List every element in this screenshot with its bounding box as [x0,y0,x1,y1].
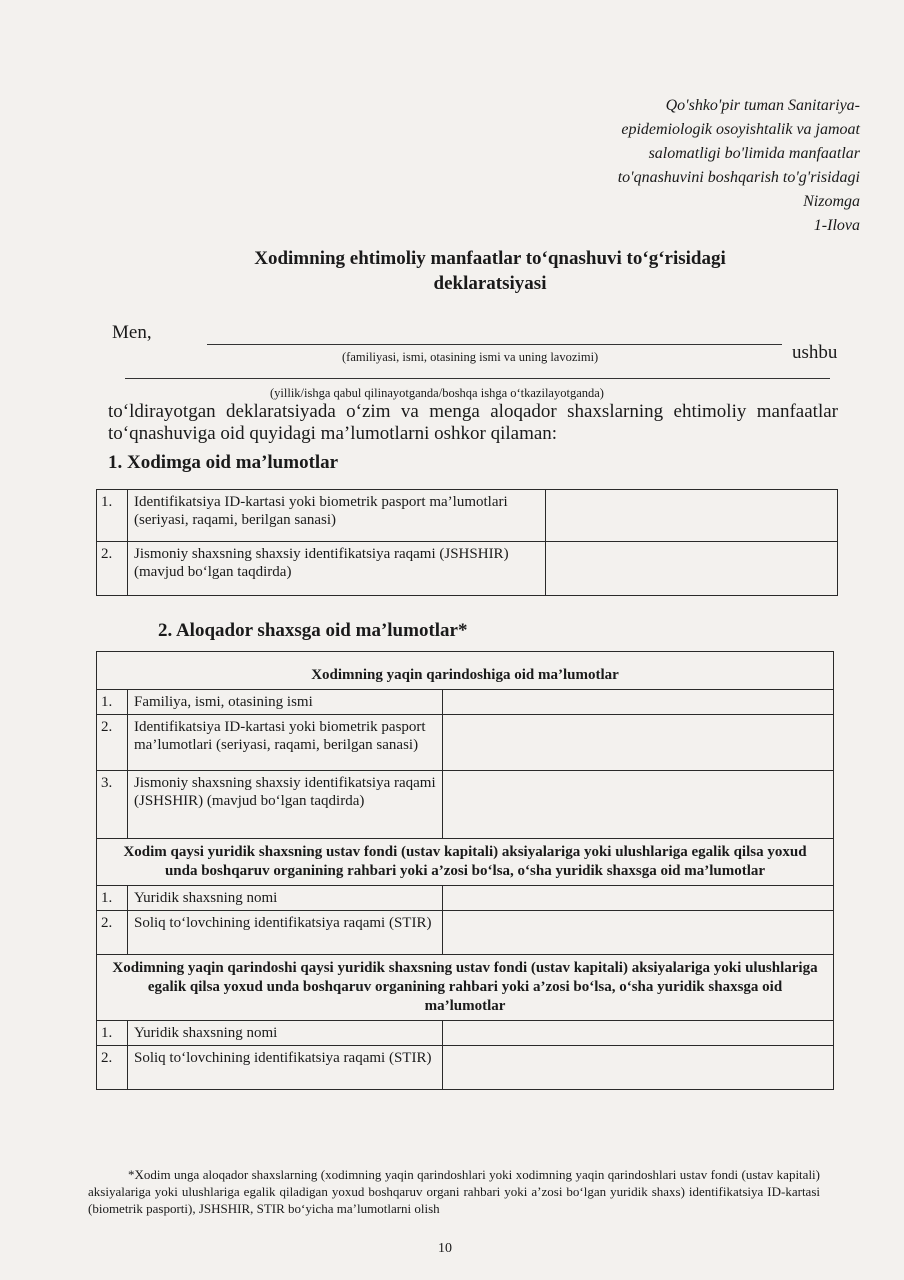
ushbu-word: ushbu [792,342,838,363]
row-label: Identifikatsiya ID-kartasi yoki biometrik pasport ma’lumotlari (seriyasi, raqami, berilgan sanasi) [128,715,443,771]
row-number: 2. [97,715,128,771]
block-header: Xodimning yaqin qarindoshiga oid ma’lumotlar [97,652,834,690]
title-line-2: deklaratsiyasi [433,273,547,294]
table-row [97,690,834,715]
row-label: Familiya, ismi, otasining ismi [128,690,443,715]
row-label: Jismoniy shaxsning shaxsiy identifikatsiya raqami (JSHSHIR) (mavjud bo‘lgan taqdirda) [128,542,546,596]
related-persons-table [96,651,834,1090]
row-number: 2. [97,542,128,596]
declarant-name-caption: (familiyasi, ismi, otasining ismi va uning lavozimi) [342,350,599,364]
row-number: 1. [97,1021,128,1046]
row-label: Yuridik shaxsning nomi [128,886,443,911]
table-row [97,1046,834,1090]
declarant-row [112,322,852,392]
table-row [97,1021,834,1046]
value-cell[interactable] [443,911,834,955]
table-row [97,771,834,839]
table-row [97,490,838,542]
employee-info-table [96,489,838,596]
annex-line: Nizomga [803,193,860,210]
block-header: Xodim qaysi yuridik shaxsning ustav fondi (ustav kapitali) aksiyalariga yoki ulushlariga egalik qilsa yoxud unda boshqaruv organining rahbari yoki a’zosi bo‘lsa, o‘sha yuridik shaxsga oid ma’lumotlar [97,839,834,886]
declaration-type-field[interactable] [125,378,830,379]
row-label: Soliq to‘lovchining identifikatsiya raqami (STIR) [128,911,443,955]
declarant-name-field[interactable] [207,344,782,345]
footnote: *Xodim unga aloqador shaxslarning (xodimning yaqin qarindoshlari yoki xodimning yaqin qarindoshlari ustav fondi (ustav kapitali) aksiyalariga yoki ulushlariga egalik qiladigan yoxud boshqaruv organi rahbari yoki a’zosi bo‘lgan yuridik shaxs) identifikatsiya ID-kartasi (biometrik pasporti), JSHSHIR, STIR bo‘yicha ma’lumotlarni olish [88,1167,820,1216]
row-number: 1. [97,886,128,911]
row-label: Identifikatsiya ID-kartasi yoki biometrik pasport ma’lumotlari (seriyasi, raqami, berilgan sanasi) [128,490,546,542]
intro-paragraph: to‘ldirayotgan deklaratsiyada o‘zim va menga aloqador shaxslarning ehtimoliy manfaatlar to‘qnashuviga oid quyidagi ma’lumotlarni oshkor qilaman: [108,401,838,444]
block-header: Xodimning yaqin qarindoshi qaysi yuridik shaxsning ustav fondi (ustav kapitali) aksiyalariga yoki ulushlariga egalik qilsa yoxud unda boshqaruv organining rahbari yoki a’zosi bo‘lsa, o‘sha yuridik shaxsga oid ma’lumotlar [97,955,834,1021]
page-number: 10 [438,1241,452,1256]
value-cell[interactable] [443,1021,834,1046]
table-row [97,715,834,771]
row-number: 3. [97,771,128,839]
value-cell[interactable] [546,490,838,542]
block-header-row [97,955,834,1021]
table-row [97,911,834,955]
table-row [97,886,834,911]
document-title [150,246,830,296]
row-number: 2. [97,1046,128,1090]
value-cell[interactable] [443,1046,834,1090]
men-label: Men, [112,322,152,343]
value-cell[interactable] [443,715,834,771]
row-number: 1. [97,490,128,542]
block-header-row [97,839,834,886]
value-cell[interactable] [443,771,834,839]
value-cell[interactable] [443,886,834,911]
annex-line: 1-Ilova [813,217,860,234]
value-cell[interactable] [546,542,838,596]
annex-line: Qo'shko'pir tuman Sanitariya- [665,97,860,114]
section-1-heading: 1. Xodimga oid ma’lumotlar [108,452,339,473]
row-number: 2. [97,911,128,955]
row-label: Jismoniy shaxsning shaxsiy identifikatsiya raqami (JSHSHIR) (mavjud bo‘lgan taqdirda) [128,771,443,839]
row-label: Soliq to‘lovchining identifikatsiya raqami (STIR) [128,1046,443,1090]
table-row [97,542,838,596]
declaration-type-caption: (yillik/ishga qabul qilinayotganda/boshqa ishga o‘tkazilayotganda) [270,386,604,400]
annex-line: epidemiologik osoyishtalik va jamoat [621,121,860,138]
annex-line: salomatligi bo'limida manfaatlar [648,145,860,162]
annex-reference [520,94,860,238]
annex-line: to'qnashuvini boshqarish to'g'risidagi [617,169,860,186]
row-number: 1. [97,690,128,715]
title-line-1: Xodimning ehtimoliy manfaatlar to‘qnashuvi to‘g‘risidagi [254,248,726,269]
row-label: Yuridik shaxsning nomi [128,1021,443,1046]
value-cell[interactable] [443,690,834,715]
section-2-heading: 2. Aloqador shaxsga oid ma’lumotlar* [158,620,468,641]
block-header-row [97,652,834,690]
